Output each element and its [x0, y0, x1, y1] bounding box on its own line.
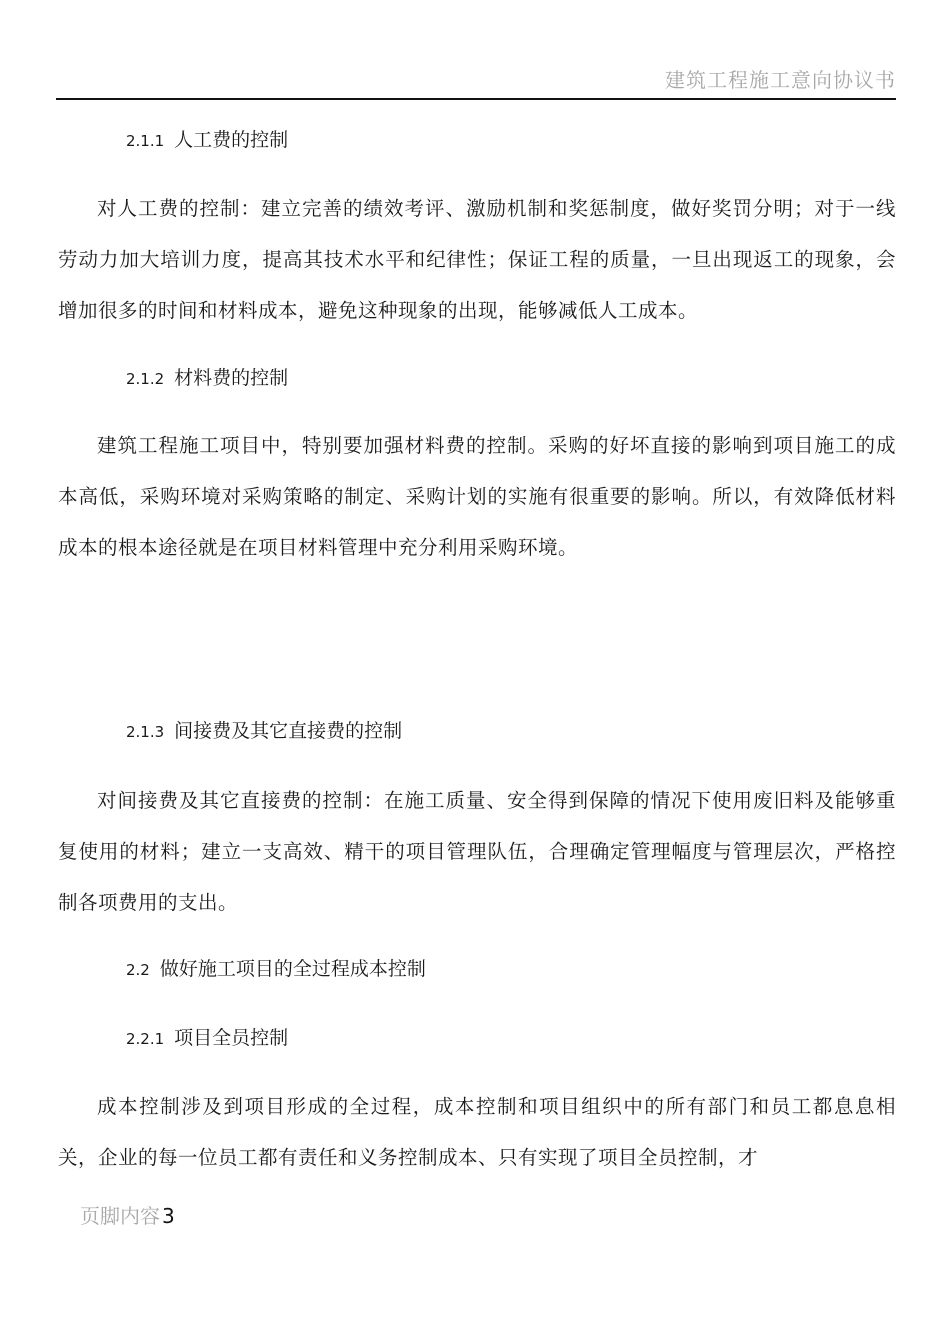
- section-heading-2-1-1: [126, 126, 288, 155]
- header-title: 建筑工程施工意向协议书: [665, 68, 896, 92]
- section-title: 间接费及其它直接费的控制: [174, 720, 403, 742]
- page-footer: [80, 1200, 175, 1229]
- section-body-2-1-1: 对人工费的控制：建立完善的绩效考评、激励机制和奖惩制度，做好奖罚分明；对于一线劳动力加大培训力度，提高其技术水平和纪律性；保证工程的质量，一旦出现返工的现象，会增加很多的时间和材料成本，避免这种现象的出现，能够减低人工成本。: [58, 197, 896, 322]
- section-body-2-1-3: 对间接费及其它直接费的控制：在施工质量、安全得到保障的情况下使用废旧料及能够重复使用的材料；建立一支高效、精干的项目管理队伍，合理确定管理幅度与管理层次，严格控制各项费用的支出。: [58, 789, 896, 914]
- section-title: 人工费的控制: [174, 129, 289, 151]
- page-header: [56, 62, 896, 100]
- section-heading-2-2-1: [126, 1024, 288, 1053]
- section-number: 2.1.1: [126, 132, 165, 150]
- footer-label: 页脚内容: [80, 1204, 160, 1228]
- section-heading-2-2: [126, 955, 426, 984]
- section-title: 做好施工项目的全过程成本控制: [159, 958, 426, 980]
- section-heading-2-1-2: [126, 364, 288, 393]
- section-number: 2.2: [126, 961, 150, 979]
- section-heading-2-1-3: [126, 717, 402, 746]
- section-body-2-1-2: 建筑工程施工项目中，特别要加强材料费的控制。采购的好坏直接的影响到项目施工的成本高低，采购环境对采购策略的制定、采购计划的实施有很重要的影响。所以，有效降低材料成本的根本途径就是在项目材料管理中充分利用采购环境。: [58, 434, 896, 559]
- section-number: 2.2.1: [126, 1030, 165, 1048]
- page-number: 3: [162, 1204, 175, 1228]
- section-number: 2.1.3: [126, 723, 165, 741]
- section-body-2-2-1: 成本控制涉及到项目形成的全过程，成本控制和项目组织中的所有部门和员工都息息相关，企业的每一位员工都有责任和义务控制成本、只有实现了项目全员控制，才: [58, 1095, 896, 1169]
- section-title: 材料费的控制: [174, 367, 289, 389]
- section-number: 2.1.2: [126, 370, 165, 388]
- section-title: 项目全员控制: [174, 1027, 289, 1049]
